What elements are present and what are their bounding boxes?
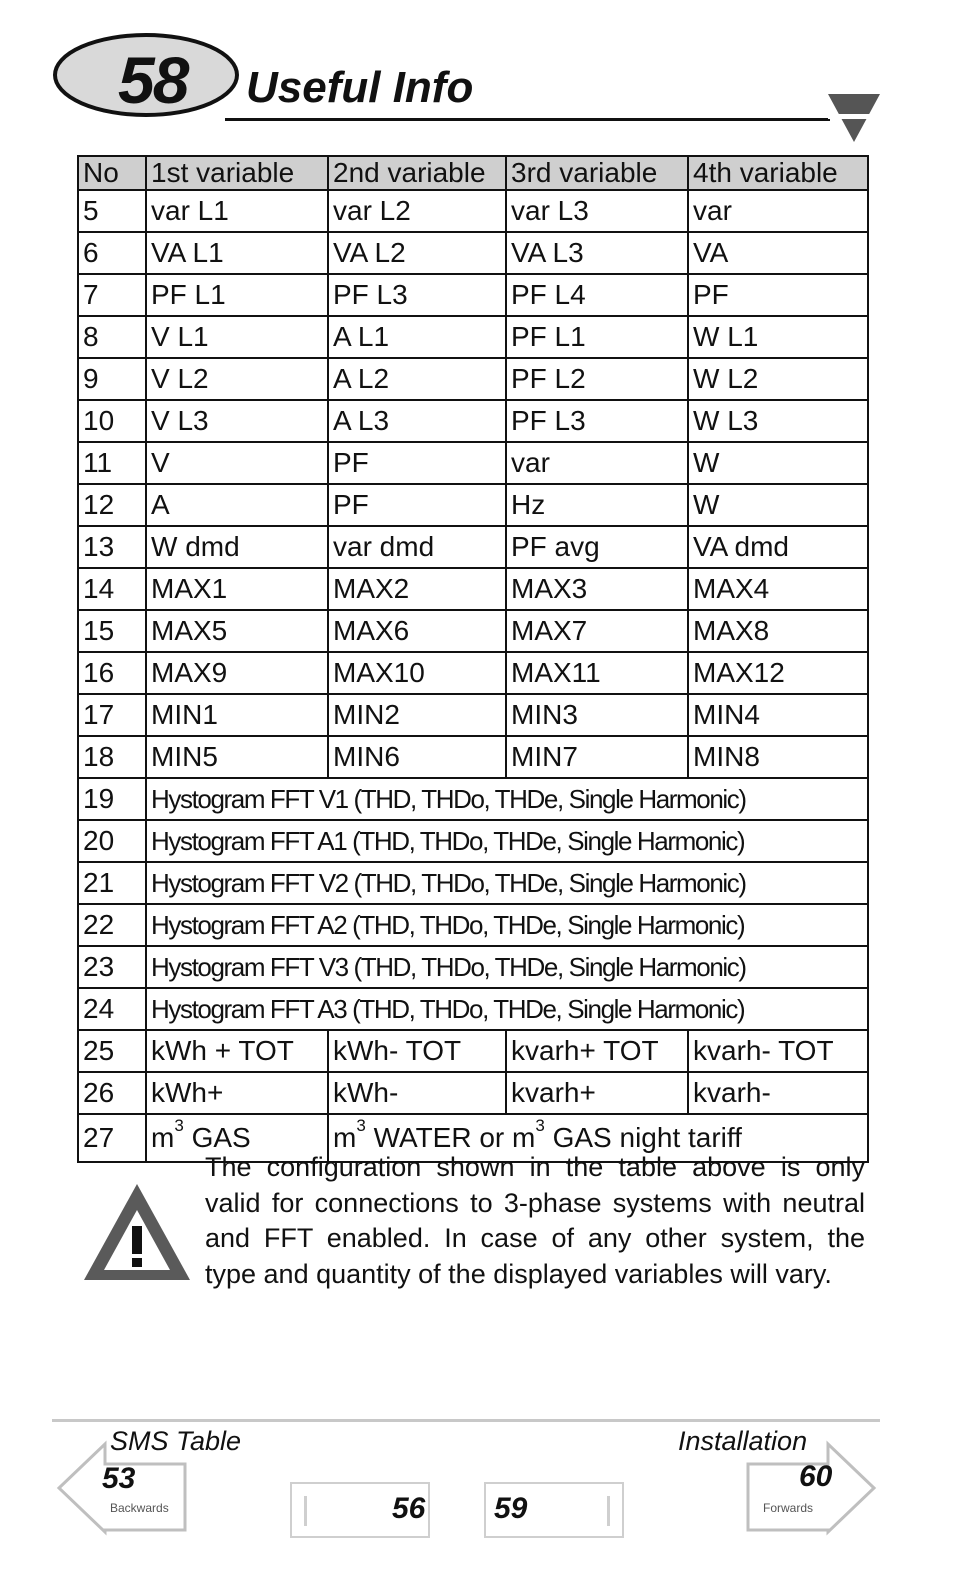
previous-page-box[interactable] <box>290 1482 430 1538</box>
cell-no: 23 <box>78 946 146 988</box>
cell-no: 25 <box>78 1030 146 1072</box>
box-tick <box>607 1496 610 1526</box>
table-row <box>78 232 868 274</box>
back-page-number[interactable]: 53 <box>102 1462 136 1495</box>
table-row <box>78 568 868 610</box>
table-row <box>78 358 868 400</box>
cell-no: 7 <box>78 274 146 316</box>
next-page-number: 59 <box>494 1492 528 1525</box>
cell-no: 15 <box>78 610 146 652</box>
unit-m: m <box>333 1122 357 1153</box>
cell: MIN6 <box>328 736 506 778</box>
cell: var <box>506 442 688 484</box>
cell-no: 6 <box>78 232 146 274</box>
table-row <box>78 610 868 652</box>
cell: MAX9 <box>146 652 328 694</box>
unit-exponent: 3 <box>356 1116 366 1135</box>
cell-no: 17 <box>78 694 146 736</box>
cell: kWh + TOT <box>146 1030 328 1072</box>
cell: PF L4 <box>506 274 688 316</box>
cell: var L1 <box>146 190 328 232</box>
cell-wide: Hystogram FFT V2 (THD, THDo, THDe, Single Harmonic) <box>146 862 868 904</box>
cell: A <box>146 484 328 526</box>
table-row <box>78 1030 868 1072</box>
cell: W <box>688 442 868 484</box>
unit-exponent: 3 <box>535 1116 545 1135</box>
cell: kvarh- <box>688 1072 868 1114</box>
cell: Hz <box>506 484 688 526</box>
table-row <box>78 190 868 232</box>
cell: kWh- TOT <box>328 1030 506 1072</box>
cell: var dmd <box>328 526 506 568</box>
next-page-box[interactable] <box>484 1482 624 1538</box>
cell: MIN7 <box>506 736 688 778</box>
cell: VA L2 <box>328 232 506 274</box>
cell-no: 5 <box>78 190 146 232</box>
cell: MAX6 <box>328 610 506 652</box>
table-row <box>78 526 868 568</box>
cell: MAX3 <box>506 568 688 610</box>
cell-no: 9 <box>78 358 146 400</box>
cell: var <box>688 190 868 232</box>
cell: MAX7 <box>506 610 688 652</box>
cell-no: 16 <box>78 652 146 694</box>
cell: MAX12 <box>688 652 868 694</box>
variables-table-container <box>77 155 867 1163</box>
table-row <box>78 694 868 736</box>
table-row-wide <box>78 862 868 904</box>
cell: MIN4 <box>688 694 868 736</box>
cell: MIN3 <box>506 694 688 736</box>
page-title: Useful Info <box>246 63 474 112</box>
page-number: 58 <box>118 43 188 117</box>
cell: MAX10 <box>328 652 506 694</box>
cell-no: 20 <box>78 820 146 862</box>
forward-section-label[interactable]: Installation <box>678 1426 808 1456</box>
table-row-wide <box>78 778 868 820</box>
forward-caption: Forwards <box>763 1501 814 1515</box>
cell: kvarh- TOT <box>688 1030 868 1072</box>
cell: PF <box>328 484 506 526</box>
cell: var L3 <box>506 190 688 232</box>
cell-no: 11 <box>78 442 146 484</box>
table-row <box>78 400 868 442</box>
cell: PF L1 <box>146 274 328 316</box>
header-rule <box>225 118 830 121</box>
cell: MAX8 <box>688 610 868 652</box>
cell: V L1 <box>146 316 328 358</box>
cell: PF L1 <box>506 316 688 358</box>
cell-wide: Hystogram FFT A3 (THD, THDo, THDe, Single Harmonic) <box>146 988 868 1030</box>
cell-wide: Hystogram FFT A2 (THD, THDo, THDe, Single Harmonic) <box>146 904 868 946</box>
cell: MAX1 <box>146 568 328 610</box>
table-row-wide <box>78 820 868 862</box>
cell-no: 18 <box>78 736 146 778</box>
footer-rule <box>52 1419 880 1422</box>
box-tick <box>304 1496 307 1526</box>
cell-no: 19 <box>78 778 146 820</box>
cell: kvarh+ <box>506 1072 688 1114</box>
cell: A L3 <box>328 400 506 442</box>
table-row <box>78 736 868 778</box>
cell: VA L3 <box>506 232 688 274</box>
cell-no: 26 <box>78 1072 146 1114</box>
previous-page-number: 56 <box>392 1492 426 1525</box>
cell-no: 13 <box>78 526 146 568</box>
cell: V <box>146 442 328 484</box>
cell: PF <box>328 442 506 484</box>
header-4th-variable: 4th variable <box>688 156 868 190</box>
cell: PF L3 <box>506 400 688 442</box>
header-1st-variable: 1st variable <box>146 156 328 190</box>
cell-no: 24 <box>78 988 146 1030</box>
cell: kvarh+ TOT <box>506 1030 688 1072</box>
unit-m: m <box>151 1122 175 1153</box>
cell: A L2 <box>328 358 506 400</box>
table-row-wide <box>78 904 868 946</box>
cell: MAX2 <box>328 568 506 610</box>
cell: PF avg <box>506 526 688 568</box>
cell-text: WATER or m <box>365 1122 536 1153</box>
cell: W dmd <box>146 526 328 568</box>
table-header-row <box>78 156 868 190</box>
cell: VA L1 <box>146 232 328 274</box>
cell: PF L3 <box>328 274 506 316</box>
cell-no: 8 <box>78 316 146 358</box>
cell-no: 10 <box>78 400 146 442</box>
unit-exponent: 3 <box>174 1116 184 1135</box>
header-no: No <box>78 156 146 190</box>
cell-no: 14 <box>78 568 146 610</box>
note-text: The configuration shown in the table above is only valid for connections to 3-phase systems with neutral and FFT enabled. In case of any other system, the type and quantity of the displayed variables will vary. <box>205 1152 865 1289</box>
table-row-wide <box>78 946 868 988</box>
back-caption: Backwards <box>110 1501 169 1515</box>
warning-triangle-icon <box>80 1180 194 1284</box>
cell: VA dmd <box>688 526 868 568</box>
cell: V L2 <box>146 358 328 400</box>
cell-text: GAS <box>183 1122 251 1153</box>
variables-table <box>77 155 869 1163</box>
table-row <box>78 442 868 484</box>
cell-wide: Hystogram FFT V1 (THD, THDo, THDe, Single Harmonic) <box>146 778 868 820</box>
cell: A L1 <box>328 316 506 358</box>
table-row <box>78 1072 868 1114</box>
cell-text: GAS night tariff <box>544 1122 742 1153</box>
header-2nd-variable: 2nd variable <box>328 156 506 190</box>
table-row <box>78 274 868 316</box>
cell: MAX11 <box>506 652 688 694</box>
cell: kWh- <box>328 1072 506 1114</box>
cell: W <box>688 484 868 526</box>
cell: MIN2 <box>328 694 506 736</box>
cell: MAX5 <box>146 610 328 652</box>
cell-wide: Hystogram FFT A1 (THD, THDo, THDe, Single Harmonic) <box>146 820 868 862</box>
cell: PF L2 <box>506 358 688 400</box>
cell-wide: Hystogram FFT V3 (THD, THDo, THDe, Single Harmonic) <box>146 946 868 988</box>
cell: var L2 <box>328 190 506 232</box>
header-3rd-variable: 3rd variable <box>506 156 688 190</box>
cell: kWh+ <box>146 1072 328 1114</box>
table-row <box>78 316 868 358</box>
cell: VA <box>688 232 868 274</box>
cell: MIN5 <box>146 736 328 778</box>
forward-page-number[interactable]: 60 <box>799 1460 833 1493</box>
cell-no: 12 <box>78 484 146 526</box>
cell: W L1 <box>688 316 868 358</box>
table-row-wide <box>78 988 868 1030</box>
cell: MIN1 <box>146 694 328 736</box>
table-row <box>78 652 868 694</box>
cell: W L3 <box>688 400 868 442</box>
cell: V L3 <box>146 400 328 442</box>
table-row <box>78 484 868 526</box>
cell: MAX4 <box>688 568 868 610</box>
cell: MIN8 <box>688 736 868 778</box>
back-section-label[interactable]: SMS Table <box>110 1426 242 1456</box>
cell-no: 27 <box>78 1114 146 1162</box>
cell: W L2 <box>688 358 868 400</box>
cell-no: 22 <box>78 904 146 946</box>
brand-logo-icon <box>826 92 882 144</box>
cell: PF <box>688 274 868 316</box>
cell-no: 21 <box>78 862 146 904</box>
